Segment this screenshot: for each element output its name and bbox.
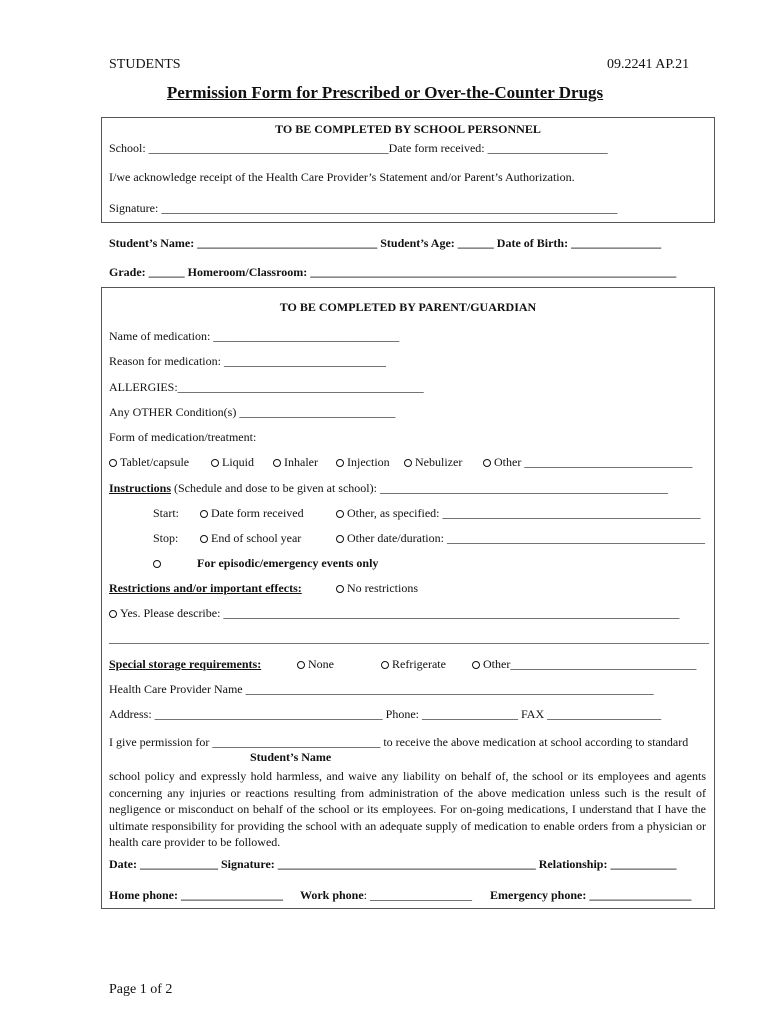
radio-icon[interactable] <box>109 459 117 467</box>
radio-icon[interactable] <box>483 459 491 467</box>
grade-line[interactable]: Grade: ______ Homeroom/Classroom: _____________________________________________________________ <box>109 265 677 279</box>
page-number: Page 1 of 2 <box>109 982 173 997</box>
option-other[interactable]: Other ____________________________ <box>483 455 692 470</box>
radio-icon[interactable] <box>336 459 344 467</box>
permission-line[interactable]: I give permission for ____________________________ to receive the above medication at school according to standard <box>109 735 689 749</box>
radio-icon[interactable] <box>109 610 117 618</box>
start-other-option[interactable]: Other, as specified: ___________________________________________ <box>336 506 700 521</box>
storage-refrigerate-option[interactable]: Refrigerate <box>381 657 446 672</box>
option-tablet[interactable]: Tablet/capsule <box>109 455 189 470</box>
start-label: Start: <box>153 506 179 520</box>
describe-blank-line[interactable]: ____________________________________________________________________________________________________ <box>109 631 709 645</box>
stop-label: Stop: <box>153 531 179 545</box>
radio-icon[interactable] <box>404 459 412 467</box>
student-name-line[interactable]: Student’s Name: ______________________________ Student’s Age: ______ Date of Birth: _______________ <box>109 236 662 250</box>
header-left: STUDENTS <box>109 57 181 72</box>
radio-icon[interactable] <box>381 661 389 669</box>
start-date-received-option[interactable]: Date form received <box>200 506 304 521</box>
radio-icon[interactable] <box>472 661 480 669</box>
radio-icon[interactable] <box>200 535 208 543</box>
page-title: Permission Form for Prescribed or Over-the-Counter Drugs <box>166 83 604 102</box>
radio-icon[interactable] <box>153 560 161 568</box>
radio-icon[interactable] <box>297 661 305 669</box>
storage-none-option[interactable]: None <box>297 657 334 672</box>
radio-icon[interactable] <box>336 535 344 543</box>
restrictions-label: Restrictions and/or important effects: <box>109 581 302 595</box>
school-section-heading: TO BE COMPLETED BY SCHOOL PERSONNEL <box>275 122 541 136</box>
policy-paragraph: school policy and expressly hold harmless, and waive any liability on behalf of, the school or its employees and agents concerning any injuries or reactions resulting from administration of the above medication unless such is the result of negligence or misconduct on behalf of the school or its employees. For on-going medications, I understand that I have the ultimate responsibility for providing the school with an adequate supply of medication to enable orders from a physician or health care provider to be followed. <box>109 769 706 849</box>
other-conditions-field[interactable]: Any OTHER Condition(s) __________________________ <box>109 405 396 419</box>
option-nebulizer[interactable]: Nebulizer <box>404 455 462 470</box>
reason-field[interactable]: Reason for medication: ___________________________ <box>109 354 386 368</box>
emergency-phone-field[interactable]: Emergency phone: _________________ <box>490 888 692 902</box>
radio-icon[interactable] <box>211 459 219 467</box>
storage-other-option[interactable]: Other_______________________________ <box>472 657 696 672</box>
radio-icon[interactable] <box>336 510 344 518</box>
form-of-medication-label: Form of medication/treatment: <box>109 430 257 444</box>
home-phone-field[interactable]: Home phone: _________________ <box>109 888 283 902</box>
yes-describe-option[interactable]: Yes. Please describe: ____________________________________________________________________________ <box>109 606 679 621</box>
medication-name-field[interactable]: Name of medication: _______________________________ <box>109 329 400 343</box>
no-restrictions-option[interactable]: No restrictions <box>336 581 418 596</box>
header-right: 09.2241 AP.21 <box>607 57 690 72</box>
instructions-field[interactable]: Instructions (Schedule and dose to be given at school): ________________________________________________ <box>109 481 668 495</box>
allergies-field[interactable]: ALLERGIES:_________________________________________ <box>109 380 424 394</box>
work-phone-field[interactable]: Work phone: _________________ <box>300 888 473 902</box>
school-field[interactable]: School: ________________________________________Date form received: ____________________ <box>109 141 608 155</box>
stop-end-of-year-option[interactable]: End of school year <box>200 531 301 546</box>
students-name-caption: Student’s Name <box>250 750 332 764</box>
storage-label: Special storage requirements: <box>109 657 262 671</box>
stop-other-option[interactable]: Other date/duration: ___________________________________________ <box>336 531 705 546</box>
radio-icon[interactable] <box>200 510 208 518</box>
date-signature-relationship-field[interactable]: Date: _____________ Signature: ___________________________________________ Relationship: ___________ <box>109 857 677 871</box>
school-signature-field[interactable]: Signature: ____________________________________________________________________________ <box>109 201 618 215</box>
parent-section-heading: TO BE COMPLETED BY PARENT/GUARDIAN <box>279 300 537 314</box>
provider-name-field[interactable]: Health Care Provider Name ____________________________________________________________________ <box>109 682 654 696</box>
acknowledgement-text: I/we acknowledge receipt of the Health Care Provider’s Statement and/or Parent’s Authorization. <box>109 170 575 184</box>
radio-icon[interactable] <box>336 585 344 593</box>
option-liquid[interactable]: Liquid <box>211 455 254 470</box>
option-injection[interactable]: Injection <box>336 455 390 470</box>
episodic-option[interactable]: For episodic/emergency events only <box>153 556 378 571</box>
option-inhaler[interactable]: Inhaler <box>273 455 318 470</box>
radio-icon[interactable] <box>273 459 281 467</box>
address-phone-fax-field[interactable]: Address: ______________________________________ Phone: ________________ FAX ___________________ <box>109 707 662 721</box>
